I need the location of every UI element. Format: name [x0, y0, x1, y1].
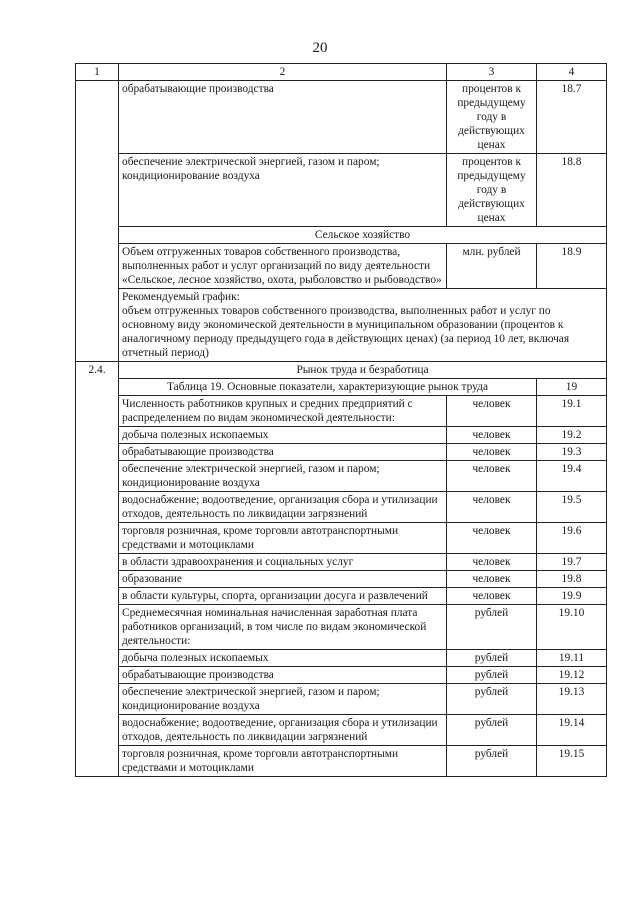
recommended-title: Рекомендуемый график: [122, 291, 240, 303]
unit-cell: человек [447, 554, 537, 571]
code-cell: 19.8 [537, 571, 607, 588]
table-row [76, 554, 607, 571]
unit-cell: человек [447, 523, 537, 554]
indicator-label: водоснабжение; водоотведение, организация сбора и утилизации отходов, деятельность по ликвидации загрязнений [119, 492, 447, 523]
indicator-label: в области культуры, спорта, организации досуга и развлечений [119, 588, 447, 605]
header-cell: 2 [119, 64, 447, 81]
table-title: Таблица 19. Основные показатели, характеризующие рынок труда [119, 379, 537, 396]
header-cell: 1 [76, 64, 119, 81]
code-cell: 19.11 [537, 650, 607, 667]
code-cell: 19.14 [537, 715, 607, 746]
unit-cell: рублей [447, 667, 537, 684]
indicator-label: водоснабжение; водоотведение, организация сбора и утилизации отходов, деятельность по ликвидации загрязнений [119, 715, 447, 746]
header-cell: 4 [537, 64, 607, 81]
table-row [76, 444, 607, 461]
unit-cell: человек [447, 461, 537, 492]
indicator-label: добыча полезных ископаемых [119, 650, 447, 667]
indicator-label: торговля розничная, кроме торговли автотранспортными средствами и мотоциклами [119, 746, 447, 777]
recommended-chart-row [76, 289, 607, 362]
unit-cell: млн. рублей [447, 244, 537, 289]
unit-cell: человек [447, 571, 537, 588]
table-row [76, 396, 607, 427]
table-row [76, 715, 607, 746]
unit-cell: рублей [447, 746, 537, 777]
indicator-label: добыча полезных ископаемых [119, 427, 447, 444]
indicator-label: образование [119, 571, 447, 588]
unit-cell: человек [447, 427, 537, 444]
code-cell: 19.6 [537, 523, 607, 554]
code-cell: 18.8 [537, 154, 607, 227]
table-row [76, 605, 607, 650]
code-cell: 18.7 [537, 81, 607, 154]
indicators-table [75, 63, 607, 777]
table-row [76, 492, 607, 523]
unit-cell: рублей [447, 715, 537, 746]
table-row [76, 571, 607, 588]
code-cell: 19.13 [537, 684, 607, 715]
unit-cell: человек [447, 588, 537, 605]
code-cell: 19.9 [537, 588, 607, 605]
table-row [76, 427, 607, 444]
table-row [76, 588, 607, 605]
page-number: 20 [312, 40, 328, 56]
table-row [76, 523, 607, 554]
indicator-label: обеспечение электрической энергией, газом и паром; кондиционирование воздуха [119, 154, 447, 227]
table-row [76, 650, 607, 667]
unit-cell: человек [447, 444, 537, 461]
code-cell: 19.5 [537, 492, 607, 523]
table-row [76, 244, 607, 289]
unit-cell: рублей [447, 684, 537, 715]
code-cell: 19.1 [537, 396, 607, 427]
code-cell: 19.15 [537, 746, 607, 777]
header-row [76, 64, 607, 81]
table-row [76, 461, 607, 492]
unit-cell: рублей [447, 605, 537, 650]
indicator-label: обрабатывающие производства [119, 667, 447, 684]
indicator-label: обрабатывающие производства [119, 444, 447, 461]
recommended-chart [119, 289, 607, 362]
indicator-label: Численность работников крупных и средних предприятий с распределением по видам экономической деятельности: [119, 396, 447, 427]
code-cell: 19.12 [537, 667, 607, 684]
indicator-label: обеспечение электрической энергией, газом и паром; кондиционирование воздуха [119, 461, 447, 492]
table-title-row [76, 379, 607, 396]
section-row [76, 362, 607, 379]
section-title: Рынок труда и безработица [119, 362, 607, 379]
code-cell: 19.2 [537, 427, 607, 444]
number-cell [76, 81, 119, 362]
section-number: 2.4. [76, 362, 119, 777]
code-cell: 19.10 [537, 605, 607, 650]
unit-cell: человек [447, 492, 537, 523]
indicator-label: обеспечение электрической энергией, газом и паром; кондиционирование воздуха [119, 684, 447, 715]
indicator-label: обрабатывающие производства [119, 81, 447, 154]
unit-cell: рублей [447, 650, 537, 667]
code-cell: 19.3 [537, 444, 607, 461]
table-code: 19 [537, 379, 607, 396]
unit-cell: процентов к предыдущему году в действующих ценах [447, 81, 537, 154]
unit-cell: человек [447, 396, 537, 427]
indicator-label: торговля розничная, кроме торговли автотранспортными средствами и мотоциклами [119, 523, 447, 554]
indicator-label: Объем отгруженных товаров собственного производства, выполненных работ и услуг организаций по виду деятельности «Сельское, лесное хозяйство, охота, рыболовство и рыбоводство» [119, 244, 447, 289]
table-row [76, 684, 607, 715]
code-cell: 18.9 [537, 244, 607, 289]
code-cell: 19.7 [537, 554, 607, 571]
subsection-row [76, 227, 607, 244]
recommended-text: объем отгруженных товаров собственного производства, выполненных работ и услуг по основному виду экономической деятельности в муниципальном образовании (процентов к аналогичному периоду предыдущего года в действующих ценах) (за период 10 лет, включая отчетный период) [122, 305, 570, 359]
unit-cell: процентов к предыдущему году в действующих ценах [447, 154, 537, 227]
header-cell: 3 [447, 64, 537, 81]
table-row [76, 746, 607, 777]
subsection-title: Сельское хозяйство [119, 227, 607, 244]
code-cell: 19.4 [537, 461, 607, 492]
table-row [76, 667, 607, 684]
indicator-label: в области здравоохранения и социальных услуг [119, 554, 447, 571]
table-row [76, 81, 607, 154]
indicator-label: Среднемесячная номинальная начисленная заработная плата работников организаций, в том числе по видам экономической деятельности: [119, 605, 447, 650]
table-row [76, 154, 607, 227]
